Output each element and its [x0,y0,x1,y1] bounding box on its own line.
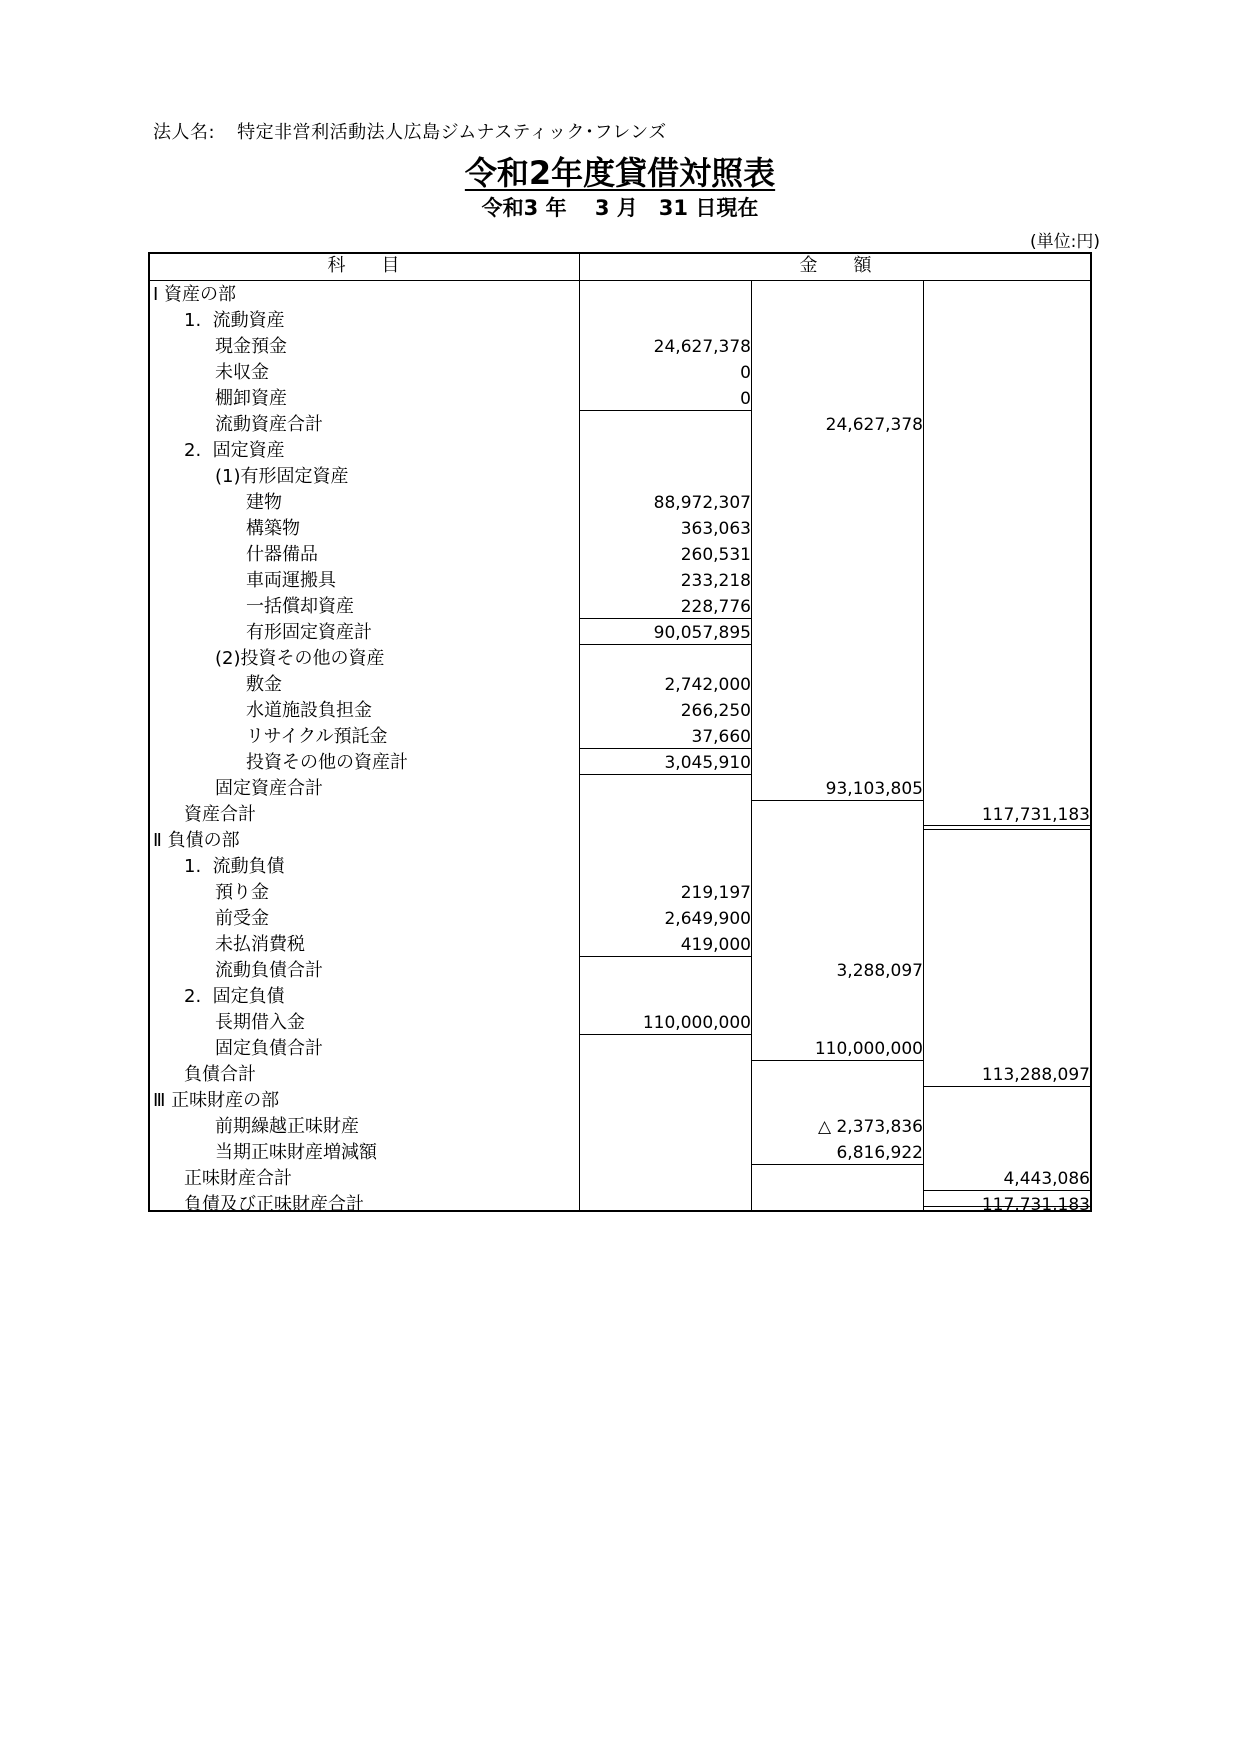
amount-c2: △ 2,373,836 [818,1117,923,1137]
row-label: 棚卸資産 [215,388,287,409]
row-label: 負債合計 [184,1064,256,1085]
amount-c3: 4,443,086 [1003,1169,1090,1189]
amount-c2: 93,103,805 [825,779,923,799]
row-label: 正味財産合計 [184,1168,292,1189]
table-row [148,1062,1092,1088]
document-title [0,148,1240,194]
row-label: 一括償却資産 [246,596,354,617]
table-row [148,282,1092,308]
amount-c2: 110,000,000 [814,1039,923,1059]
amount-c1: 0 [740,389,751,409]
amount-c1: 88,972,307 [653,493,751,513]
table-row [148,984,1092,1010]
row-label: Ⅱ 負債の部 [153,830,240,851]
table-row [148,516,1092,542]
document-title-text: 令和2年度貸借対照表 [464,154,776,192]
table-row [148,542,1092,568]
row-label: 什器備品 [246,544,318,565]
amount-c1: 3,045,910 [664,753,751,773]
amount-c1: 219,197 [680,883,751,903]
table-row [148,906,1092,932]
table-row [148,880,1092,906]
table-row [148,646,1092,672]
table-row [148,828,1092,854]
table-row [148,750,1092,776]
row-label: リサイクル預託金 [246,726,388,747]
amount-c2: 24,627,378 [825,415,923,435]
organization-label: 法人名: [153,122,216,143]
row-label: (2)投資その他の資産 [215,648,385,669]
row-label: 2. 固定負債 [184,986,285,1007]
table-row [148,932,1092,958]
amount-c1: 266,250 [680,701,751,721]
table-row [148,620,1092,646]
row-label: 2. 固定資産 [184,440,285,461]
table-row [148,568,1092,594]
row-label: 1. 流動負債 [184,856,285,877]
row-label: 当期正味財産増減額 [215,1142,377,1163]
row-label: 構築物 [246,518,300,539]
row-label: 有形固定資産計 [246,622,372,643]
row-label: Ⅰ 資産の部 [153,284,237,305]
table-row [148,1192,1092,1218]
row-label: 流動負債合計 [215,960,323,981]
as-of-date: 令和3 年 3 月 31 日現在 [481,196,759,220]
row-label: 建物 [246,492,282,513]
amount-c1: 2,742,000 [664,675,751,695]
header-bottom-rule [148,280,1092,281]
amount-c1: 2,649,900 [664,909,751,929]
table-row [148,724,1092,750]
amount-c1: 37,660 [691,727,751,747]
amount-c3: 117,731,183 [981,1195,1090,1215]
amount-c3: 113,288,097 [981,1065,1090,1085]
table-row [148,1036,1092,1062]
table-row [148,1114,1092,1140]
row-label: (1)有形固定資産 [215,466,349,487]
table-row [148,594,1092,620]
row-label: 1. 流動資産 [184,310,285,331]
amount-c1: 24,627,378 [653,337,751,357]
amount-c1: 260,531 [680,545,751,565]
table-row [148,438,1092,464]
table-row [148,334,1092,360]
table-row [148,958,1092,984]
amount-c1: 228,776 [680,597,751,617]
row-label: 車両運搬具 [246,570,336,591]
unit-label: (単位:円) [1030,232,1100,252]
row-label: 敷金 [246,674,282,695]
table-row [148,802,1092,828]
row-label: 現金預金 [215,336,287,357]
table-row [148,776,1092,802]
row-label: 前期繰越正味財産 [215,1116,359,1137]
row-label: 投資その他の資産計 [246,752,408,773]
table-row [148,464,1092,490]
organization-line [153,118,667,144]
row-label: 固定資産合計 [215,778,323,799]
amount-c2: 3,288,097 [836,961,923,981]
row-label: 固定負債合計 [215,1038,323,1059]
table-row [148,698,1092,724]
table-row [148,1088,1092,1114]
table-row [148,386,1092,412]
table-row [148,490,1092,516]
row-label: 未払消費税 [215,934,305,955]
table-row [148,1010,1092,1036]
amount-c1: 233,218 [680,571,751,591]
table-row [148,854,1092,880]
amount-c1: 363,063 [680,519,751,539]
organization-name: 特定非営利活動法人広島ジムナスティック･フレンズ [237,122,667,143]
amount-c1: 110,000,000 [642,1013,751,1033]
row-label: Ⅲ 正味財産の部 [153,1090,280,1111]
header-account: 科 目 [327,255,400,276]
table-row [148,672,1092,698]
row-label: 長期借入金 [215,1012,305,1033]
row-label: 未収金 [215,362,269,383]
row-label: 流動資産合計 [215,414,323,435]
amount-c3: 117,731,183 [981,805,1090,825]
row-label: 前受金 [215,908,269,929]
row-label: 水道施設負担金 [246,700,372,721]
balance-sheet-table [148,252,1092,1215]
header-amount: 金 額 [799,255,872,276]
table-row [148,1140,1092,1166]
row-label: 預り金 [215,882,269,903]
amount-c1: 0 [740,363,751,383]
amount-c2: 6,816,922 [836,1143,923,1163]
amount-c1: 90,057,895 [653,623,751,643]
table-row [148,360,1092,386]
table-row [148,412,1092,438]
table-row [148,1166,1092,1192]
table-row [148,308,1092,334]
row-label: 負債及び正味財産合計 [184,1194,364,1215]
amount-c1: 419,000 [680,935,751,955]
row-label: 資産合計 [184,804,256,825]
